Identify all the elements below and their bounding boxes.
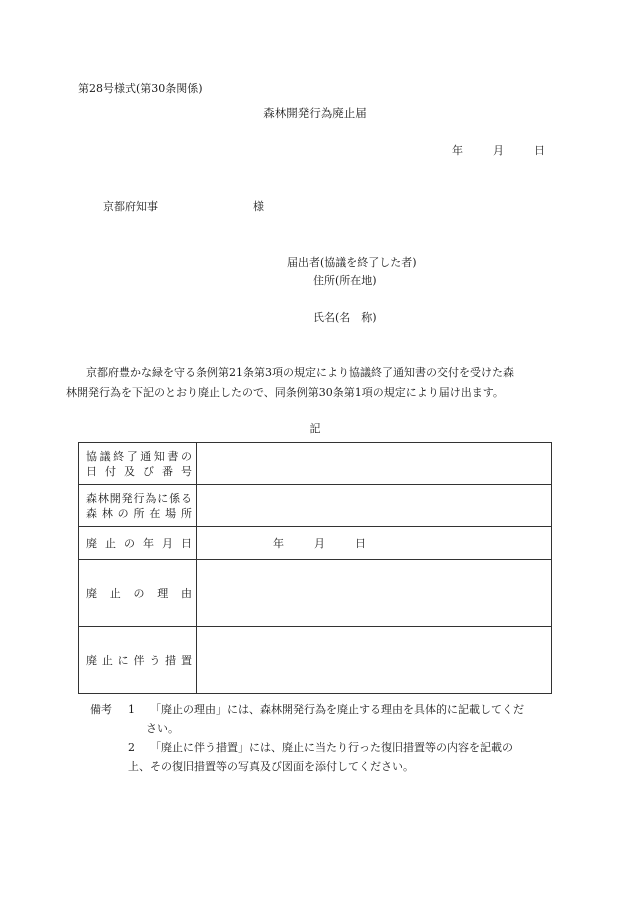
- note-2-text: 「廃止に伴う措置」には、廃止に当たり行った復旧措置等の内容を記載の: [150, 741, 513, 754]
- table-row: [79, 485, 552, 527]
- label-line: 日 付 及 び 番 号: [86, 464, 192, 478]
- note-1-number: 1: [128, 703, 135, 716]
- field-abolition-date[interactable]: [197, 527, 552, 560]
- address-label: 住所(所在地): [313, 274, 377, 287]
- label-line: 森 林 の 所 在 場 所: [86, 506, 192, 520]
- date-year: 年: [452, 144, 463, 157]
- table-row: [79, 627, 552, 694]
- row-label-reason: [79, 560, 197, 627]
- submission-date: [452, 145, 545, 156]
- label-line: 協 議 終 了 通 知 書 の: [86, 449, 192, 463]
- abolition-day: 日: [355, 537, 366, 550]
- document-title: 森林開発行為廃止届: [263, 106, 367, 120]
- note-1-text: 「廃止の理由」には、森林開発行為を廃止する理由を具体的に記載してくだ: [150, 703, 524, 716]
- field-abolition-reason[interactable]: [197, 560, 552, 627]
- body-text-line2: 林開発行為を下記のとおり廃止したので、同条例第30条第1項の規定により届け出ます。: [66, 386, 504, 399]
- table-row: [79, 527, 552, 560]
- table-row: [79, 560, 552, 627]
- field-abolition-measures[interactable]: [197, 627, 552, 694]
- note-2-continuation: 上、その復旧措置等の写真及び図面を添付してください。: [128, 760, 414, 773]
- ki-heading: 記: [309, 422, 321, 435]
- abolition-month: 月: [314, 537, 325, 550]
- table-row: [79, 443, 552, 485]
- label-line: 廃 止 の 年 月 日: [86, 536, 192, 550]
- note-2-number: 2: [128, 741, 135, 754]
- applicant-label: 届出者(協議を終了した者): [287, 256, 417, 269]
- label-line: 廃 止 に 伴 う 措 置: [86, 653, 192, 667]
- date-day: 日: [534, 144, 545, 157]
- form-table: [78, 442, 552, 694]
- field-forest-location[interactable]: [197, 485, 552, 527]
- row-label-abolition-date: [79, 527, 197, 560]
- label-line: 森 林 開 発 行 為 に 係 る: [86, 491, 192, 505]
- date-month: 月: [493, 144, 504, 157]
- body-text-line1: 京都府豊かな緑を守る条例第21条第3項の規定により協議終了通知書の交付を受けた森: [86, 366, 514, 379]
- addressee-honorific: 様: [253, 200, 264, 213]
- note-1-continuation: さい。: [146, 722, 179, 735]
- form-number: 第28号様式(第30条関係): [78, 82, 203, 95]
- notes-label: 備考: [90, 703, 112, 716]
- field-notice-date-number[interactable]: [197, 443, 552, 485]
- row-label-notice: [79, 443, 197, 485]
- row-label-measures: [79, 627, 197, 694]
- label-line: 廃 止 の 理 由: [86, 586, 192, 600]
- abolition-year: 年: [273, 537, 284, 550]
- name-label: 氏名(名 称): [313, 311, 377, 324]
- row-label-location: [79, 485, 197, 527]
- addressee-name: 京都府知事: [103, 200, 158, 213]
